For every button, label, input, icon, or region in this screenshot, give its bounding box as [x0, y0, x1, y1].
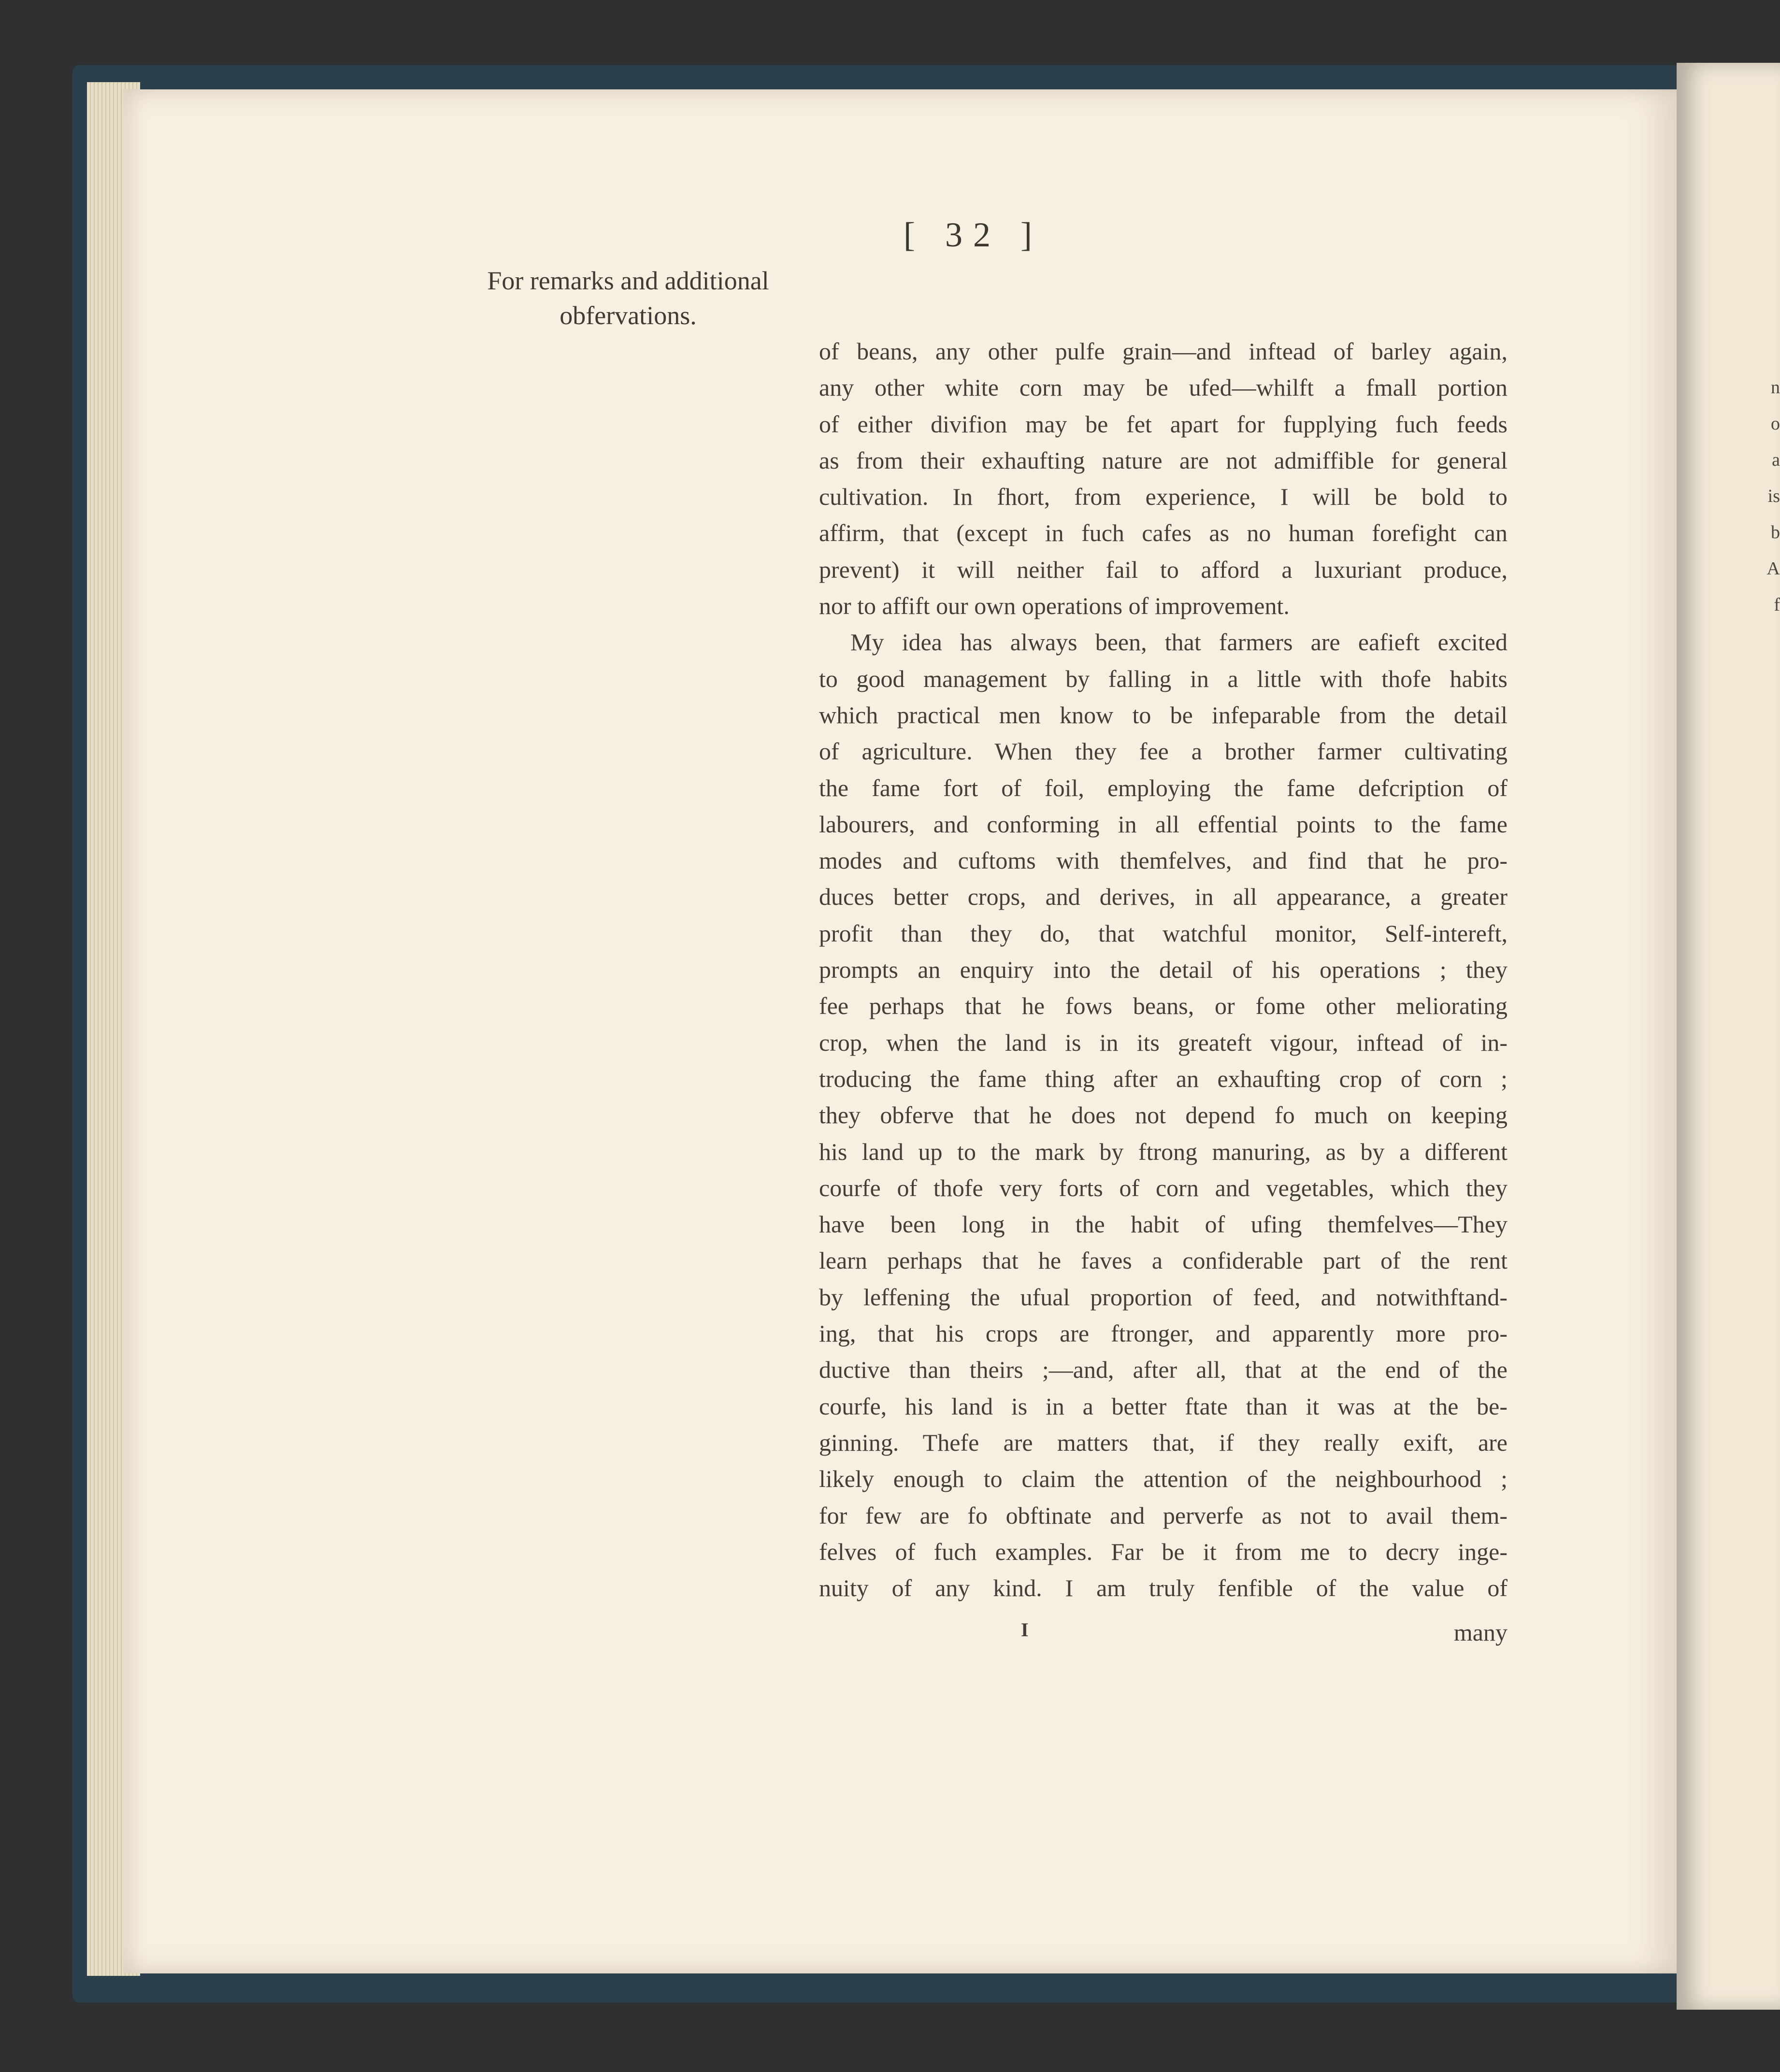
text-line: affirm, that (except in fuch cafes as no human forefight can: [819, 519, 1507, 547]
text-line: courfe, his land is in a better ftate than it was at the be-: [819, 1392, 1507, 1420]
text-line: prompts an enquiry into the detail of his operations ; they: [819, 956, 1507, 984]
text-line: likely enough to claim the attention of the neighbourhood ;: [819, 1465, 1507, 1493]
text-line: duces better crops, and derives, in all appearance, a greater: [819, 883, 1507, 911]
text-line: ing, that his crops are ftronger, and apparently more pro-: [819, 1320, 1507, 1347]
catchword: many: [1453, 1619, 1507, 1646]
text-line: of agriculture. When they fee a brother farmer cultivating: [819, 738, 1507, 765]
text-line: of either divifion may be fet apart for fupplying fuch feeds: [819, 410, 1507, 438]
page-number: [ 32 ]: [904, 215, 1043, 254]
text-line: learn perhaps that he faves a confiderable part of the rent: [819, 1247, 1507, 1274]
text-line: labourers, and conforming in all effential points to the fame: [819, 810, 1507, 838]
margin-note-line: For remarks and additional: [487, 266, 769, 295]
text-line: felves of fuch examples. Far be it from me to decry inge-: [819, 1538, 1507, 1565]
next-page-fragment: is: [1767, 486, 1780, 506]
text-line: by leffening the ufual proportion of feed, and notwithftand-: [819, 1283, 1507, 1311]
text-line: profit than they do, that watchful monitor, Self-intereft,: [819, 919, 1507, 947]
next-page-fragment: n: [1771, 377, 1780, 398]
margin-note-line: obfervations.: [560, 301, 697, 330]
text-line: as from their exhaufting nature are not admiffible for general: [819, 446, 1507, 474]
text-line: to good management by falling in a little with thofe habits: [819, 665, 1507, 692]
next-page-fragment: a: [1772, 450, 1780, 470]
text-line: they obferve that he does not depend fo much on keeping: [819, 1101, 1507, 1129]
text-line: ductive than theirs ;—and, after all, that at the end of the: [819, 1356, 1507, 1384]
body-text: [819, 333, 1507, 1606]
next-page-edge: [1677, 63, 1780, 2010]
text-line: courfe of thofe very forts of corn and vegetables, which they: [819, 1174, 1507, 1201]
margin-note: [454, 263, 802, 333]
next-page-fragment: b: [1771, 522, 1780, 543]
text-line: nor to affift our own operations of improvement.: [819, 592, 1290, 620]
text-line: crop, when the land is in its greateft vigour, inftead of in-: [819, 1029, 1507, 1056]
next-page-fragment: A: [1766, 558, 1780, 579]
text-line: of beans, any other pulfe grain—and inftead of barley again,: [819, 338, 1507, 365]
text-line: the fame fort of foil, employing the fame defcription of: [819, 774, 1507, 801]
text-line: My idea has always been, that farmers are eafieft excited: [850, 629, 1507, 656]
text-line: fee perhaps that he fows beans, or fome other meliorating: [819, 992, 1507, 1020]
text-line: modes and cuftoms with themfelves, and find that he pro-: [819, 847, 1507, 874]
text-line: nuity of any kind. I am truly fenfible of the value of: [819, 1574, 1507, 1602]
text-line: cultivation. In fhort, from experience, I will be bold to: [819, 483, 1507, 511]
next-page-fragment: o: [1771, 414, 1780, 434]
text-line: ginning. Thefe are matters that, if they really exift, are: [819, 1429, 1507, 1456]
text-line: for few are fo obftinate and perverfe as not to avail them-: [819, 1501, 1507, 1529]
text-line: prevent) it will neither fail to afford a luxuriant produce,: [819, 556, 1507, 583]
text-line: any other white corn may be ufed—whilft a fmall portion: [819, 374, 1507, 401]
text-line: have been long in the habit of ufing themfelves—They: [819, 1211, 1507, 1238]
signature-mark: I: [1021, 1619, 1029, 1641]
text-line: his land up to the mark by ftrong manuring, as by a different: [819, 1138, 1507, 1165]
text-line: troducing the fame thing after an exhaufting crop of corn ;: [819, 1065, 1507, 1092]
next-page-fragment: f: [1774, 595, 1780, 615]
text-line: which practical men know to be infeparable from the detail: [819, 701, 1507, 729]
page-footer: [819, 1618, 1507, 1657]
